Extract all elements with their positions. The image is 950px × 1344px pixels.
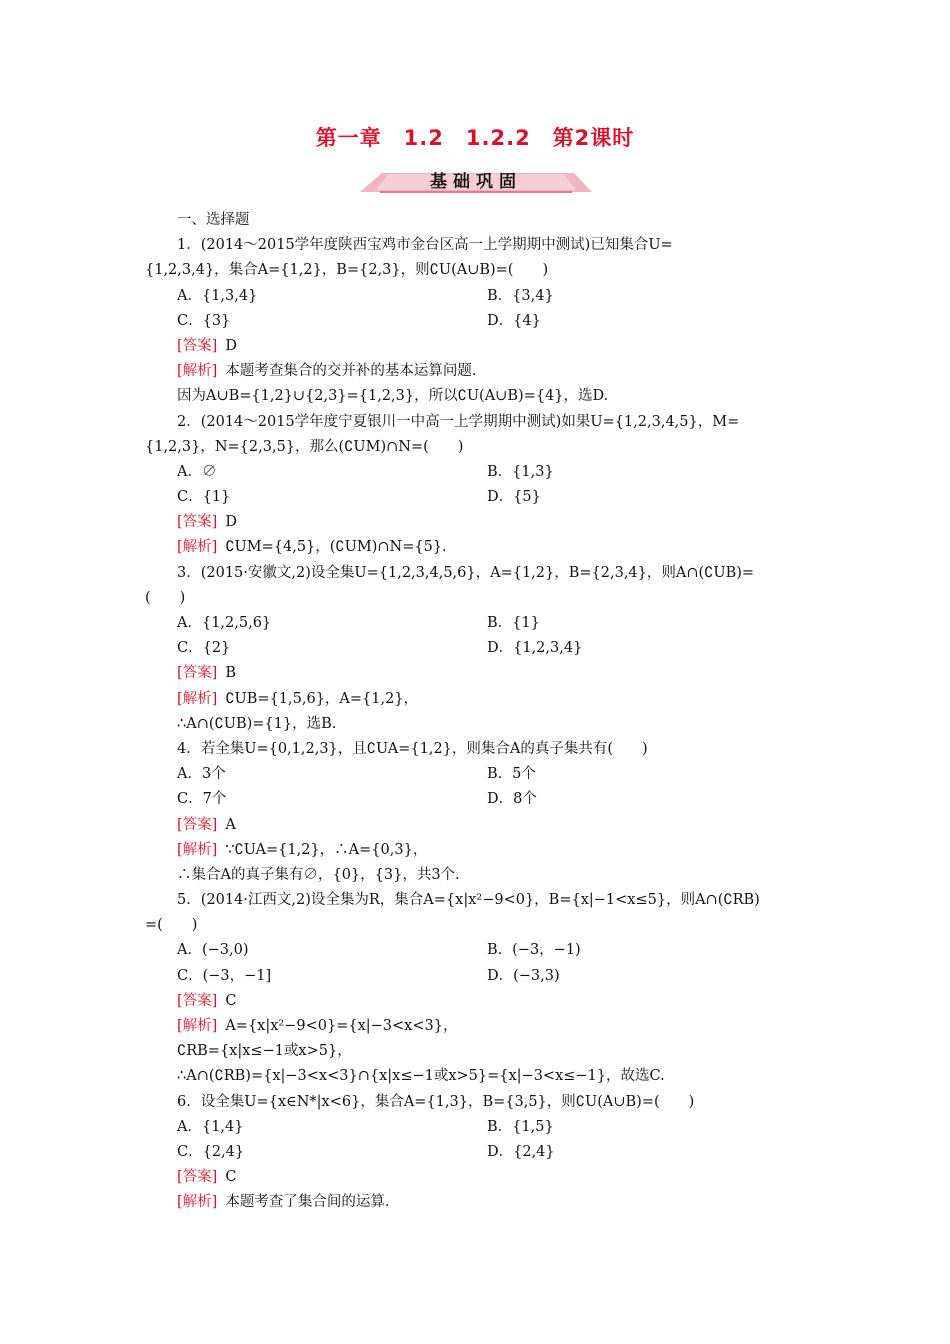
answer-value: C (225, 992, 237, 1009)
analysis-line (145, 687, 810, 712)
question-stem: 5．(2014·江西文,2)设全集为R，集合A={x|x²−9<0}，B={x|−1<x≤5}，则A∩(∁RB) (177, 892, 760, 909)
option-item: C．{2,4} (177, 1143, 245, 1160)
answer-value: B (225, 665, 236, 682)
analysis-line (145, 359, 810, 384)
analysis-text: 本题考查集合的交并补的基本运算问题. (225, 363, 477, 380)
option-item: C．(−3，−1] (177, 967, 272, 984)
option-item: D．{4} (487, 312, 541, 329)
question-block (145, 888, 810, 1090)
option-item: C．{3} (177, 312, 231, 329)
analysis-tag: [解析] (177, 1194, 218, 1211)
answer-line (145, 989, 810, 1014)
options-row (145, 284, 810, 309)
analysis-tag: [解析] (177, 690, 218, 707)
option-item: A．{1,4} (177, 1118, 244, 1135)
options-row (145, 938, 810, 963)
question-block (145, 410, 810, 561)
question-stem: 6．设全集U={x∈N*|x<6}，集合A={1,3}，B={3,5}，则∁U(A∪B)=( ) (177, 1093, 695, 1110)
analysis-line: ∴集合A的真子集有∅，{0}，{3}，共3个. (177, 866, 460, 883)
answer-value: A (225, 816, 236, 833)
analysis-line (145, 1014, 810, 1039)
answer-line (145, 334, 810, 359)
option-item: D．{5} (487, 489, 541, 506)
question-block (145, 233, 810, 409)
page-title: 第一章 1.2 1.2.2 第2课时 (315, 126, 635, 150)
answer-value: C (225, 1169, 237, 1186)
analysis-tag: [解析] (177, 1018, 218, 1034)
analysis-text: ∵∁UA={1,2}，∴A={0,3}， (225, 841, 428, 858)
analysis-line: ∁RB={x|x≤−1或x>5}， (177, 1043, 352, 1060)
option-item: B．{3,4} (487, 287, 554, 304)
analysis-line (145, 1190, 810, 1215)
answer-line (145, 510, 810, 535)
section-banner (360, 170, 592, 194)
answer-tag: [答案] (177, 1169, 218, 1186)
option-item: C．{2} (177, 640, 231, 657)
answer-line (145, 1165, 810, 1190)
option-item: C．7个 (177, 791, 227, 808)
question-stem: {1,2,3}，N={2,3,5}，那么(∁UM)∩N=( ) (145, 438, 464, 455)
analysis-text: ∁UM={4,5}，(∁UM)∩N={5}. (225, 539, 447, 556)
analysis-line (145, 535, 810, 560)
options-row (145, 1115, 810, 1140)
analysis-text: A={x|x²−9<0}={x|−3<x<3}， (225, 1018, 458, 1034)
answer-line (145, 661, 810, 686)
options-row (145, 964, 810, 989)
analysis-text: ∁UB={1,5,6}，A={1,2}， (225, 690, 419, 707)
answer-tag: [答案] (177, 816, 218, 833)
options-row (145, 762, 810, 787)
options-row (145, 1140, 810, 1165)
analysis-line: 因为A∪B={1,2}∪{2,3}={1,2,3}，所以∁U(A∪B)={4}，选D. (177, 388, 609, 405)
question-stem: 1．(2014～2015学年度陕西宝鸡市金台区高一上学期期中测试)已知集合U= (177, 237, 673, 254)
question-block (145, 1090, 810, 1216)
option-item: A．{1,2,5,6} (177, 615, 272, 631)
options-row (145, 787, 810, 812)
answer-tag: [答案] (177, 665, 218, 682)
option-item: A．(−3,0) (177, 942, 249, 959)
option-item: B．{1} (487, 615, 540, 631)
answer-tag: [答案] (177, 337, 218, 354)
option-item: A．∅ (177, 463, 217, 480)
answer-tag: [答案] (177, 514, 218, 531)
question-stem: 3．(2015·安徽文,2)设全集U={1,2,3,4,5,6}，A={1,2}，B={2,3,4}，则A∩(∁UB)= (177, 564, 755, 581)
options-row (145, 611, 810, 636)
question-block (145, 561, 810, 737)
analysis-line: ∴A∩(∁UB)={1}，选B. (177, 715, 337, 732)
question-stem: ( ) (145, 589, 186, 606)
question-block (145, 737, 810, 888)
answer-value: D (225, 514, 237, 531)
option-item: B．(−3，−1) (487, 942, 581, 959)
options-row (145, 309, 810, 334)
answer-value: D (225, 337, 237, 354)
option-item: D．(−3,3) (487, 967, 560, 984)
question-stem: {1,2,3,4}，集合A={1,2}，B={2,3}，则∁U(A∪B)=( ) (145, 262, 549, 279)
option-item: B．{1,5} (487, 1118, 554, 1135)
question-stem: 4．若全集U={0,1,2,3}，且∁UA={1,2}，则集合A的真子集共有( ) (177, 740, 648, 757)
option-item: D．{2,4} (487, 1143, 555, 1160)
question-list (145, 208, 810, 1216)
answer-line (145, 813, 810, 838)
options-row (145, 460, 810, 485)
analysis-line: ∴A∩(∁RB)={x|−3<x<3}∩{x|x≤−1或x>5}={x|−3<x≤−1}，故选C. (177, 1068, 665, 1085)
analysis-tag: [解析] (177, 363, 218, 380)
analysis-text: 本题考查了集合间的运算. (225, 1194, 390, 1211)
options-row (145, 485, 810, 510)
option-item: D．{1,2,3,4} (487, 640, 583, 657)
option-item: D．8个 (487, 791, 537, 808)
banner-label: 基础巩固 (430, 172, 522, 192)
answer-tag: [答案] (177, 992, 218, 1009)
question-stem: =( ) (145, 917, 198, 934)
option-item: A．{1,3,4} (177, 287, 258, 304)
option-item: B．5个 (487, 766, 536, 783)
option-item: B．{1,3} (487, 463, 554, 480)
analysis-line (145, 838, 810, 863)
options-row (145, 636, 810, 661)
analysis-tag: [解析] (177, 539, 218, 556)
option-item: A．3个 (177, 766, 226, 783)
option-item: C．{1} (177, 489, 231, 506)
question-stem: 2．(2014～2015学年度宁夏银川一中高一上学期期中测试)如果U={1,2,3,4,5}，M= (177, 413, 740, 430)
section-heading: 一、选择题 (177, 212, 250, 228)
analysis-tag: [解析] (177, 841, 218, 858)
